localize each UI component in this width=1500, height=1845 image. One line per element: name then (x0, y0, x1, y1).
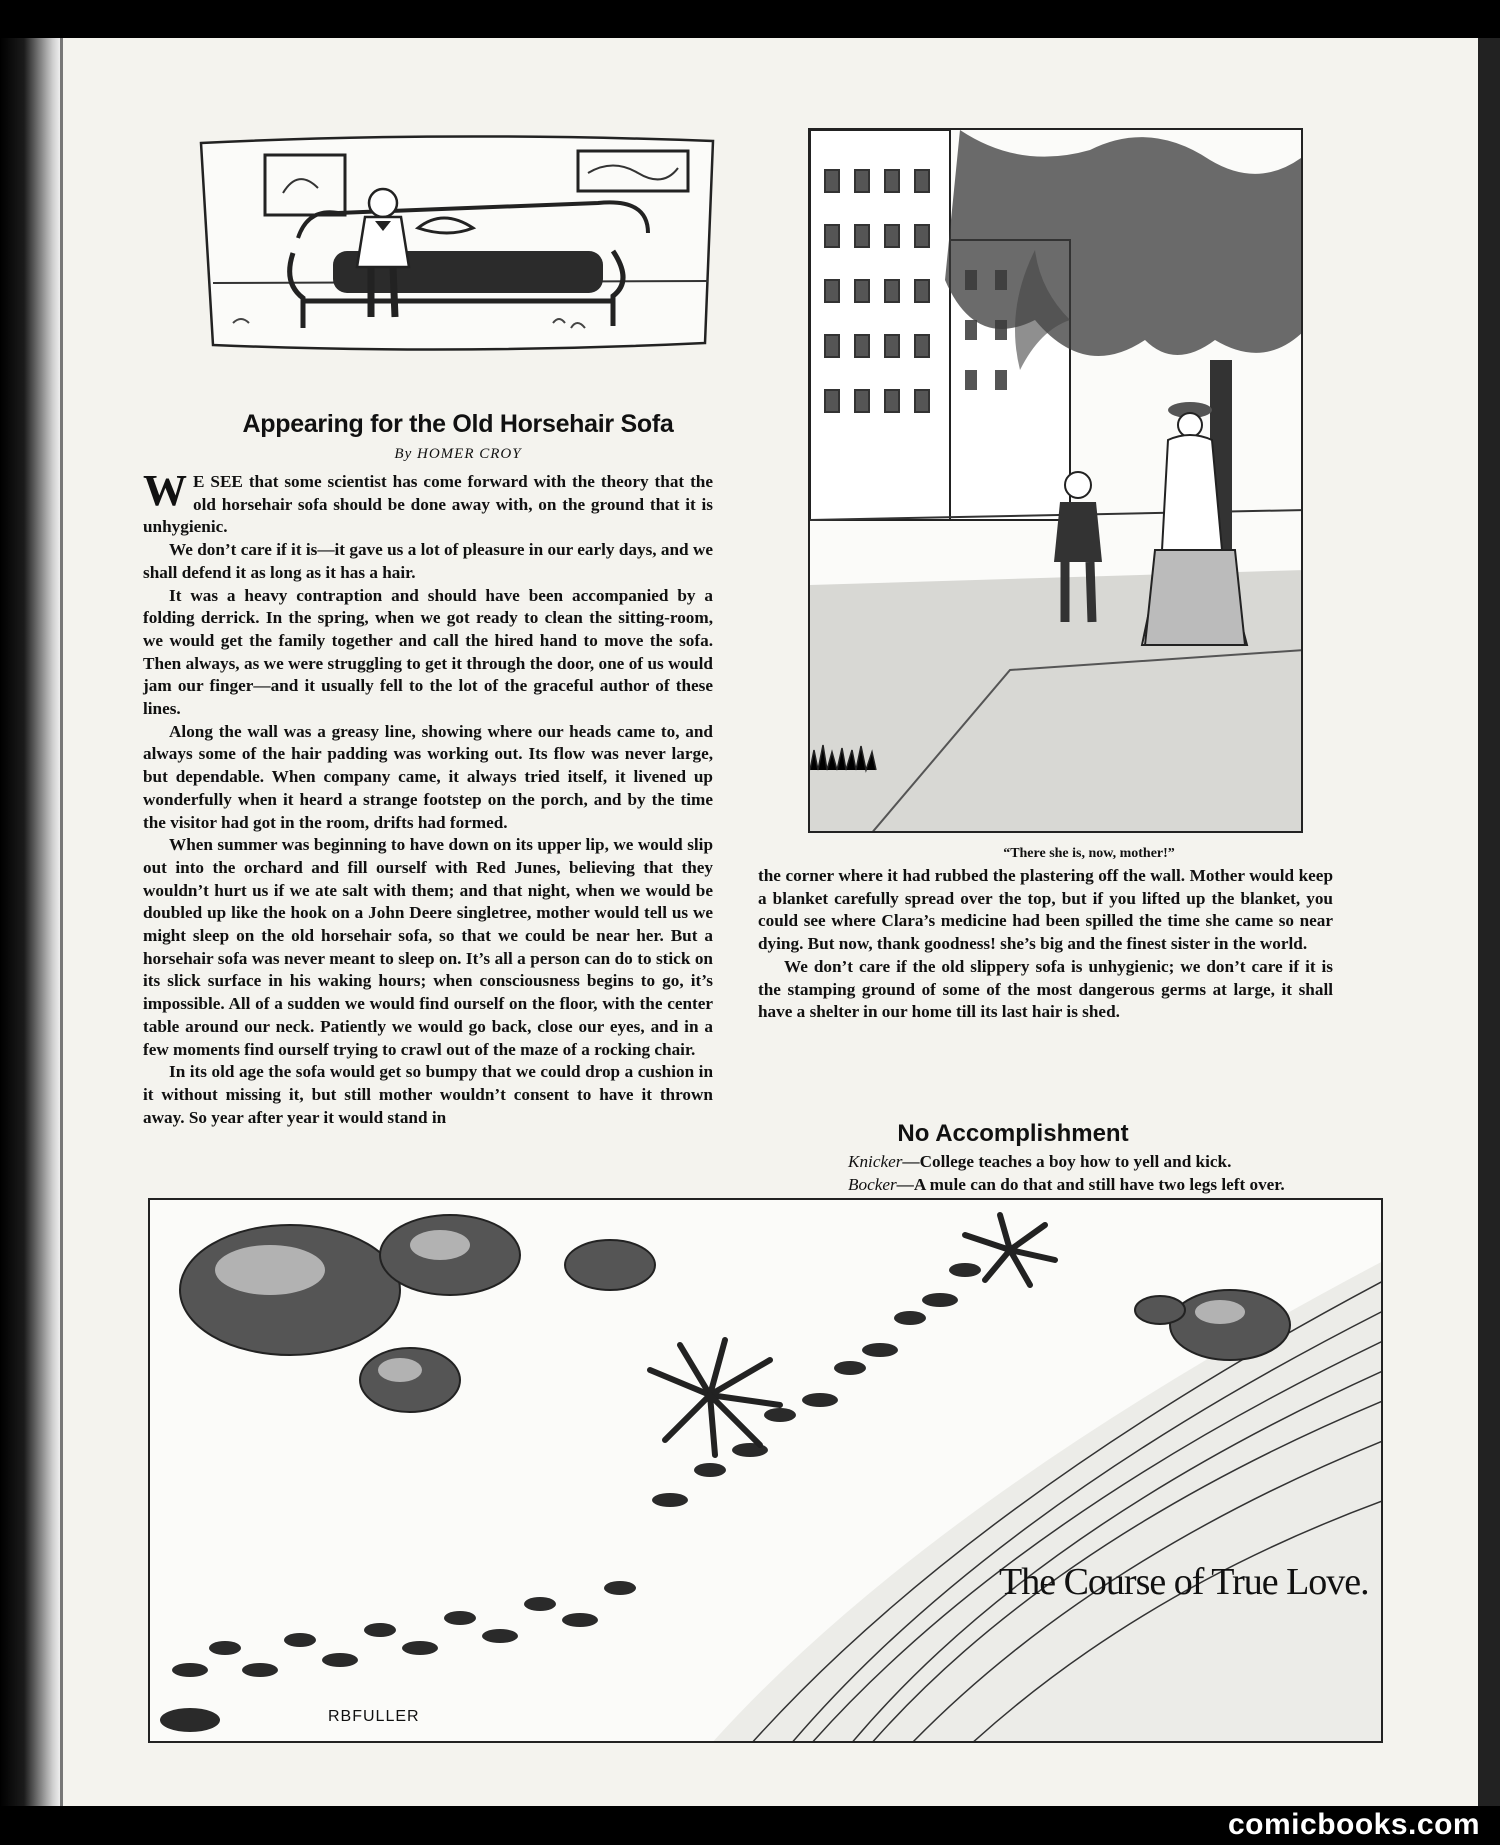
binding-gutter (0, 38, 60, 1806)
article-byline: By HOMER CROY (394, 446, 522, 462)
article-paragraph: W E SEE that some scientist has come forward with the theory that the old horsehair sofa should be done away with, on the ground that it is unhygienic. (143, 466, 713, 537)
joke-line-bocker: Bocker—A mule can do that and still have two legs left over. (848, 1175, 1285, 1194)
illustration-caption: “There she is, now, mother!” (1003, 846, 1175, 861)
article-paragraph: It was a heavy contraption and should have been accompanied by a folding derrick. In the spring, when we got ready to clean the sitting-room, we would get the family together and call the hired hand to move the sofa. Then always, as we were struggling to get it through the door, one of us would jam our finger—and it usually fell to the lot of the graceful author of these lines. (143, 585, 713, 719)
article-paragraph: Along the wall was a greasy line, showing where our heads came to, and always some of the hair padding was working out. Its flow was never large, but dependable. When company came, it always tried itself, it livened up wonderfully when it heard a strange footstep on the porch, and by the time the visitor had got in the room, drifts had formed. (143, 721, 713, 832)
article-title: Appearing for the Old Horsehair Sofa (242, 410, 674, 438)
article-paragraph: We don’t care if the old slippery sofa is unhygienic; we don’t care if it is the stamping ground of some of the most dangerous germs at large, it shall have a shelter in our home till its last hair is shed. (758, 956, 1333, 1022)
speaker-name: Bocker (848, 1175, 897, 1194)
article-column-2 (758, 865, 1333, 1024)
article-paragraph: the corner where it had rubbed the plastering off the wall. Mother would keep a blanket carefully spread over the top, but if you lifted up the blanket, you could see where Clara’s medicine had been spilled the time she came so near dying. But now, thank goodness! she’s big and the finest sister in the world. (758, 866, 1333, 954)
article-column-1 (143, 466, 713, 1129)
course-of-true-love-cartoon (148, 1198, 1383, 1743)
page-edge (1475, 38, 1500, 1806)
magazine-page (60, 38, 1478, 1806)
cartoon-title: The Course of True Love. (999, 1561, 1369, 1603)
speaker-name: Knicker (848, 1152, 903, 1171)
article-paragraph: We don’t care if it is—it gave us a lot of pleasure in our early days, and we shall defend it as long as it has a hair. (143, 540, 713, 582)
article-paragraph: In its old age the sofa would get so bumpy that we could drop a cushion in it without missing it, but still mother wouldn’t consent to have it thrown away. So year after year it would stand in (143, 1062, 713, 1127)
article-paragraph: When summer was beginning to have down on its upper lip, we would slip out into the orchard and fill ourself with Red Junes, believing that they wouldn’t hurt us if we ate salt with them; and that night, when we would be doubled up like the hook on a John Deere singletree, mother would tell us we might sleep on the old horsehair sofa, so that we could be near her. But a horsehair sofa was never meant to sleep on. It’s all a person can do to stick on its slick surface in his waking hours; when consciousness begins to go, it’s impossible. All of a sudden we would find ourself on the floor, with the center table around our neck. Patiently we would go back, close our eyes, and in a few moments find ourself trying to crawl out of the maze of a rocking chair. (143, 835, 713, 1059)
street-scene-illustration (808, 128, 1303, 833)
joke-line-knicker: Knicker—College teaches a boy how to yell and kick. (848, 1152, 1232, 1171)
drop-cap: W (143, 466, 187, 515)
joke-title: No Accomplishment (897, 1120, 1129, 1147)
sofa-illustration (193, 133, 723, 353)
watermark: comicbooks.com (1228, 1808, 1481, 1841)
artist-signature: RBFULLER (328, 1708, 420, 1725)
